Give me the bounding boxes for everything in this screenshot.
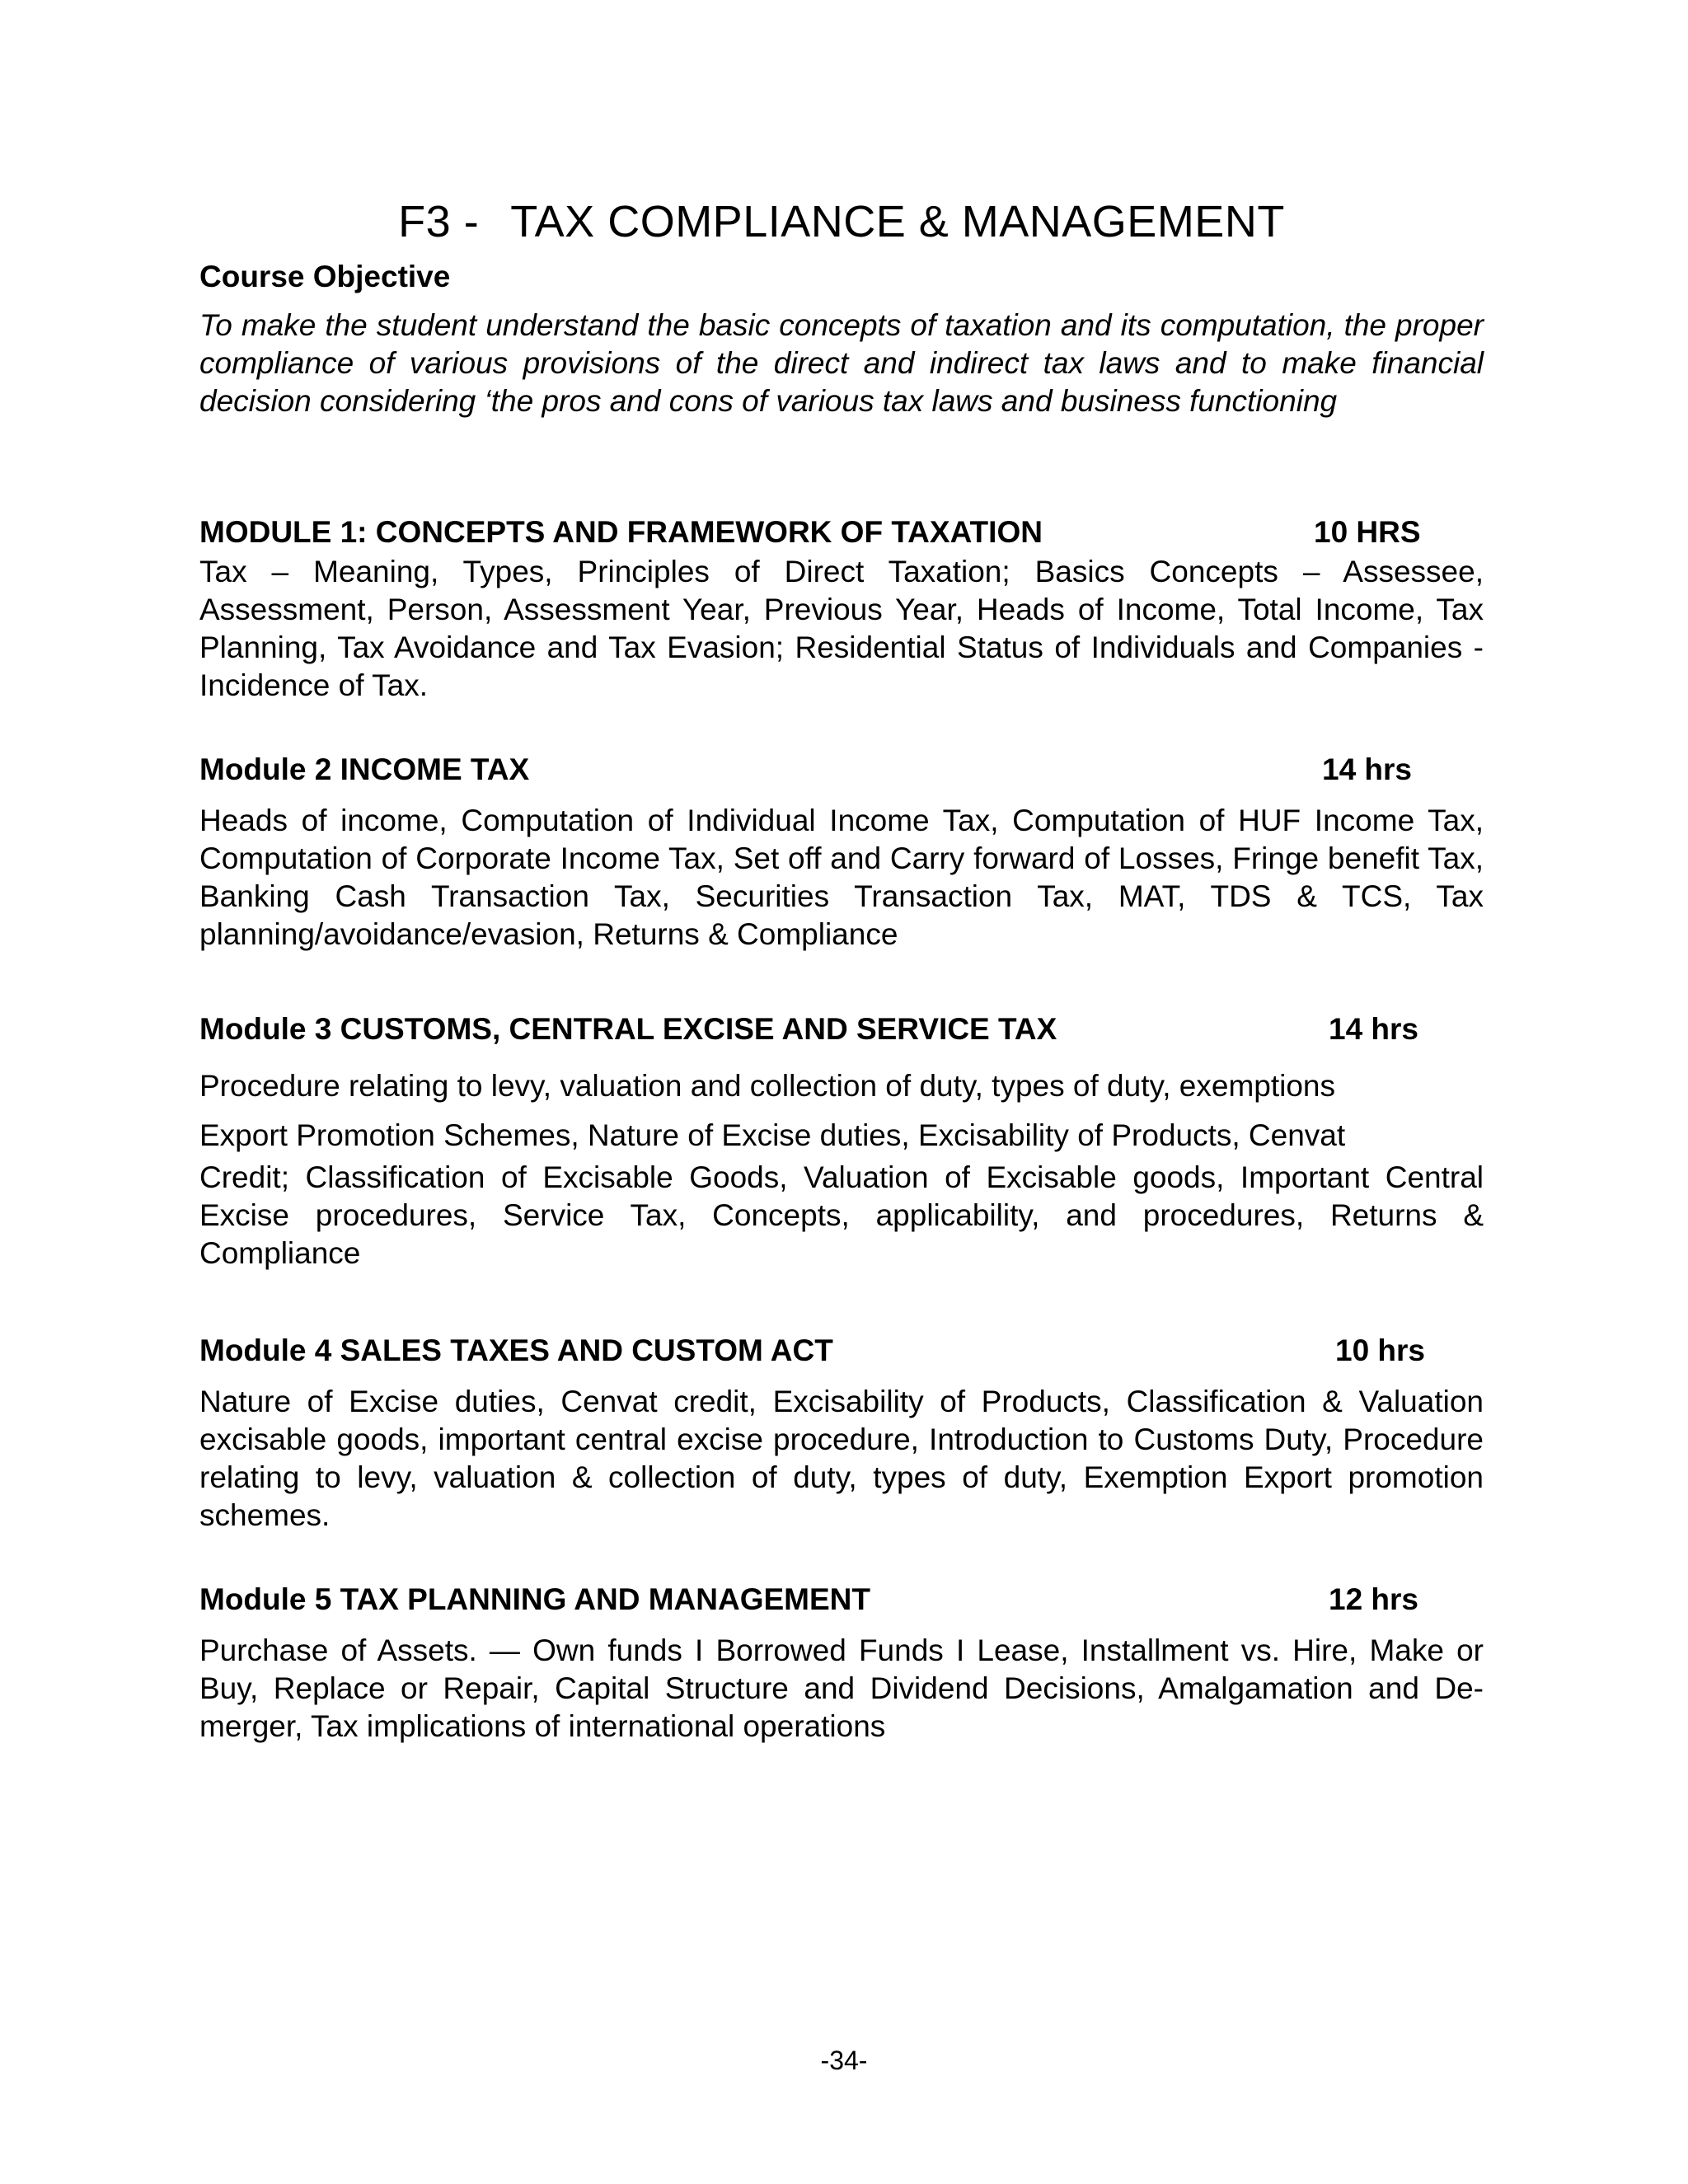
module-3-body xyxy=(199,1062,1484,1272)
module-1-title: MODULE 1: CONCEPTS AND FRAMEWORK OF TAXATION xyxy=(199,515,1043,549)
module-5-body: Purchase of Assets. — Own funds I Borrowed Funds I Lease, Installment vs. Hire, Make or Buy, Replace or Repair, Capital Structure and Dividend Decisions, Amalgamation and De-merger, Tax implications of international operations xyxy=(199,1633,1484,1743)
module-3-hours: 14 hrs xyxy=(1329,1012,1419,1046)
module-3-header xyxy=(199,1012,1484,1062)
module-2-body: Heads of income, Computation of Individual Income Tax, Computation of HUF Income Tax, Computation of Corporate Income Tax, Set off and Carry forward of Losses, Fringe benefit Tax, Banking Cash Transaction Tax, Securities Transaction Tax, MAT, TDS & TCS, Tax planning/avoidance/evasion, Returns & Compliance xyxy=(199,804,1484,951)
module-4 xyxy=(199,1333,1484,1535)
module-5 xyxy=(199,1582,1484,1746)
module-4-header xyxy=(199,1333,1484,1383)
module-3-body-rest: Credit; Classification of Excisable Goods, Valuation of Excisable goods, Important Central Excise procedures, Service Tax, Concepts, applicability, and procedures, Returns & Compliance xyxy=(199,1160,1484,1270)
module-3 xyxy=(199,1012,1484,1272)
module-1-hours: 10 HRS xyxy=(1314,515,1421,549)
module-3-body-line-1: Procedure relating to levy, valuation and collection of duty, types of duty, exemptions xyxy=(199,1069,1335,1103)
module-2-title: Module 2 INCOME TAX xyxy=(199,752,530,786)
module-5-hours: 12 hrs xyxy=(1329,1582,1419,1616)
module-2-hours: 14 hrs xyxy=(1322,752,1413,786)
course-objective-heading: Course Objective xyxy=(199,260,451,293)
page-title xyxy=(199,196,1484,247)
module-2 xyxy=(199,752,1484,954)
module-2-header xyxy=(199,752,1484,802)
module-3-body-line-2: Export Promotion Schemes, Nature of Excise duties, Excisability of Products, Cenvat xyxy=(199,1118,1346,1152)
course-objective-text: To make the student understand the basic concepts of taxation and its computation, the proper compliance of various provisions of the direct and indirect tax laws and to make financial decision considering ‘the pros and cons of various tax laws and business functioning xyxy=(199,308,1484,418)
module-3-title: Module 3 CUSTOMS, CENTRAL EXCISE AND SERVICE TAX xyxy=(199,1012,1057,1046)
module-1-body: Tax – Meaning, Types, Principles of Direct Taxation; Basics Concepts – Assessee, Assessment, Person, Assessment Year, Previous Year, Heads of Income, Total Income, Tax Planning, Tax Avoidance and Tax Evasion; Residential Status of Individuals and Companies - Incidence of Tax. xyxy=(199,555,1484,702)
course-title: TAX COMPLIANCE & MANAGEMENT xyxy=(510,197,1285,246)
page-number: -34- xyxy=(820,2046,868,2075)
module-1 xyxy=(199,515,1484,705)
module-4-title: Module 4 SALES TAXES AND CUSTOM ACT xyxy=(199,1333,833,1367)
module-4-hours: 10 hrs xyxy=(1335,1333,1426,1367)
module-5-title: Module 5 TAX PLANNING AND MANAGEMENT xyxy=(199,1582,870,1616)
course-code: F3 - xyxy=(398,197,480,246)
module-4-body: Nature of Excise duties, Cenvat credit, Excisability of Products, Classification & Valuation excisable goods, important central excise procedure, Introduction to Customs Duty, Procedure relating to levy, valuation & collection of duty, types of duty, Exemption Export promotion schemes. xyxy=(199,1385,1484,1532)
module-5-header xyxy=(199,1582,1484,1632)
module-1-header xyxy=(199,515,1484,553)
